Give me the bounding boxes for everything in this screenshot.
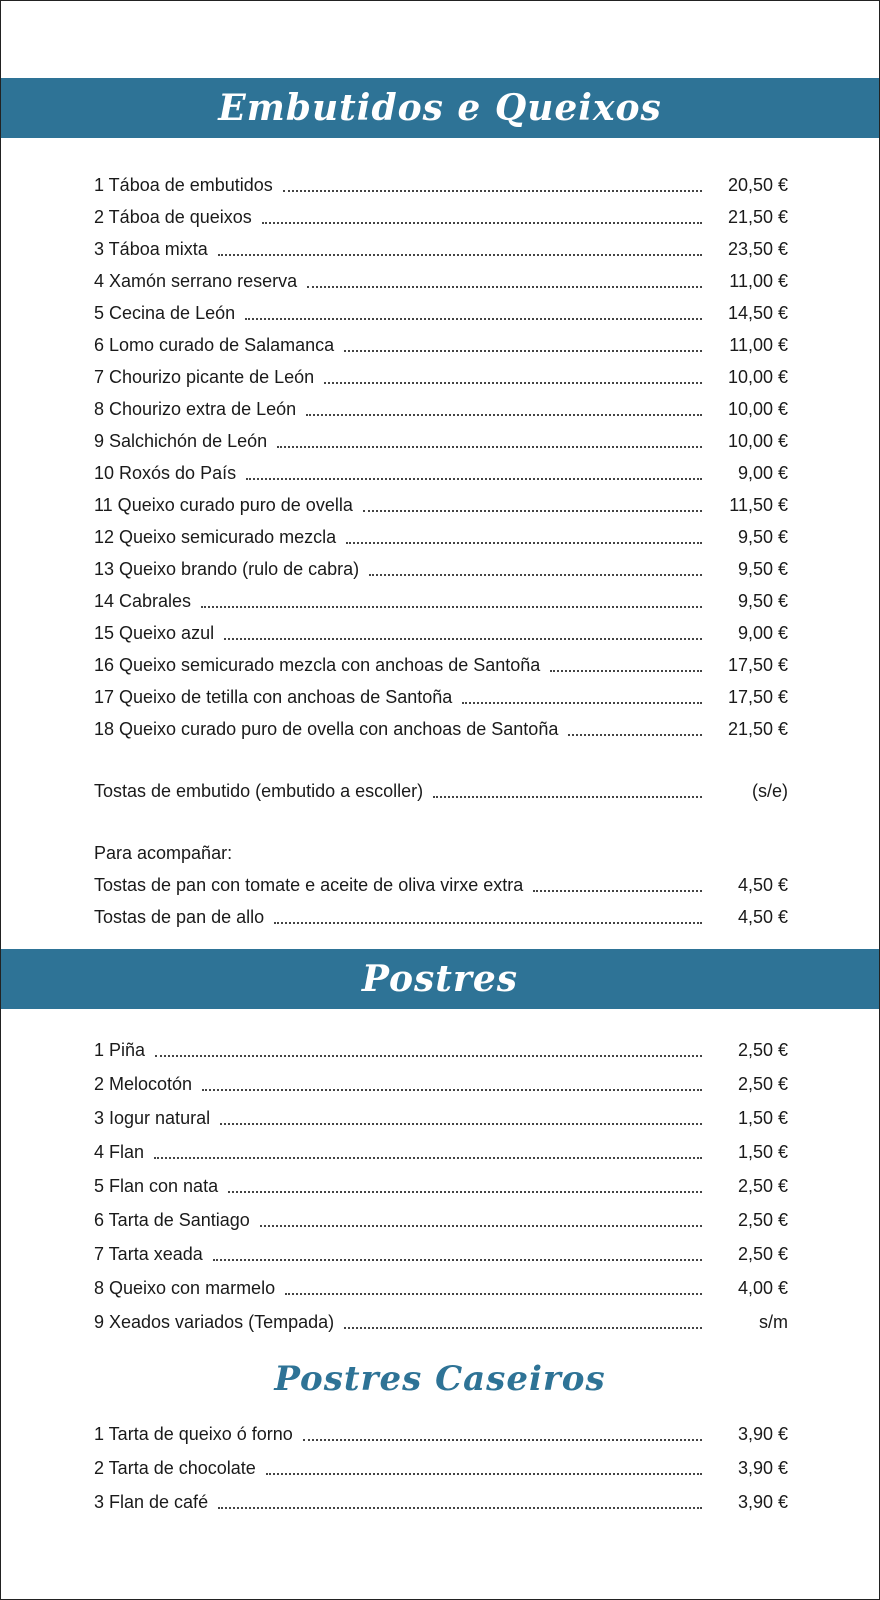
postres-list (94, 1033, 788, 1339)
menu-item: 14 Cabrales 9,50 € (94, 591, 788, 611)
menu-item: 7 Tarta xeada 2,50 € (94, 1244, 788, 1264)
menu-item: 10 Roxós do País 9,00 € (94, 463, 788, 483)
menu-item: 3 Iogur natural 1,50 € (94, 1108, 788, 1128)
menu-item: 5 Flan con nata 2,50 € (94, 1176, 788, 1196)
menu-item: 15 Queixo azul 9,00 € (94, 623, 788, 643)
menu-item: 7 Chourizo picante de León 10,00 € (94, 367, 788, 387)
menu-item: Tostas de pan de allo 4,50 € (94, 907, 788, 927)
menu-item: 8 Queixo con marmelo 4,00 € (94, 1278, 788, 1298)
menu-item: 4 Xamón serrano reserva 11,00 € (94, 271, 788, 291)
menu-item: 2 Táboa de queixos 21,50 € (94, 207, 788, 227)
menu-item: 6 Lomo curado de Salamanca 11,00 € (94, 335, 788, 355)
menu-item: Tostas de pan con tomate e aceite de oliva virxe extra 4,50 € (94, 875, 788, 895)
menu-item: 3 Flan de café 3,90 € (94, 1492, 788, 1512)
tostas-embutido-item: Tostas de embutido (embutido a escoller) (s/e) (94, 781, 788, 801)
menu-item: 13 Queixo brando (rulo de cabra) 9,50 € (94, 559, 788, 579)
menu-item: 18 Queixo curado puro de ovella con anchoas de Santoña 21,50 € (94, 719, 788, 739)
menu-item: 6 Tarta de Santiago 2,50 € (94, 1210, 788, 1230)
caseiros-title: Postres Caseiros (274, 1359, 606, 1399)
menu-item: 16 Queixo semicurado mezcla con anchoas de Santoña 17,50 € (94, 655, 788, 675)
menu-item: 5 Cecina de León 14,50 € (94, 303, 788, 323)
menu-item: 9 Xeados variados (Tempada) s/m (94, 1312, 788, 1332)
menu-item: 17 Queixo de tetilla con anchoas de Santoña 17,50 € (94, 687, 788, 707)
embutidos-list (94, 169, 788, 933)
menu-item: 2 Tarta de chocolate 3,90 € (94, 1458, 788, 1478)
embutidos-title: Embutidos e Queixos (218, 87, 662, 129)
postres-title: Postres (361, 958, 519, 1000)
menu-item: 1 Tarta de queixo ó forno 3,90 € (94, 1424, 788, 1444)
caseiros-list (94, 1417, 788, 1519)
menu-item: 3 Táboa mixta 23,50 € (94, 239, 788, 259)
embutidos-header-band (1, 78, 879, 138)
menu-item: 11 Queixo curado puro de ovella 11,50 € (94, 495, 788, 515)
menu-item: 9 Salchichón de León 10,00 € (94, 431, 788, 451)
menu-item: 4 Flan 1,50 € (94, 1142, 788, 1162)
menu-item: 12 Queixo semicurado mezcla 9,50 € (94, 527, 788, 547)
menu-item: 8 Chourizo extra de León 10,00 € (94, 399, 788, 419)
acompanar-label: Para acompañar: (94, 842, 233, 863)
menu-item: 1 Piña 2,50 € (94, 1040, 788, 1060)
menu-item: 2 Melocotón 2,50 € (94, 1074, 788, 1094)
postres-header-band (1, 949, 879, 1009)
menu-item: 1 Táboa de embutidos 20,50 € (94, 175, 788, 195)
